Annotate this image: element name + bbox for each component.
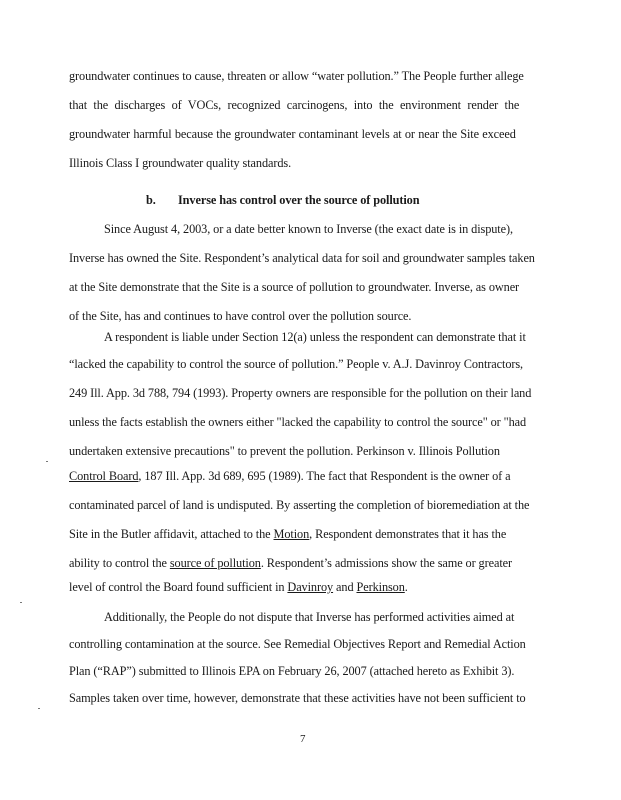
section-label: b. <box>146 193 156 207</box>
scan-speck <box>38 708 40 709</box>
line10-end: . <box>404 580 408 594</box>
paragraph2-line2: Inverse has owned the Site. Respondent’s analytical data for soil and groundwater samples taken <box>69 251 535 265</box>
paragraph2-line1: Since August 4, 2003, or a date better known to Inverse (the exact date is in dispute), <box>104 222 513 236</box>
paragraph1-line4: Illinois Class I groundwater quality standards. <box>69 156 292 170</box>
source-of-pollution-reference: source of pollution <box>169 556 261 570</box>
line9-text-pre: ability to control the <box>69 556 170 570</box>
paragraph3-line8 <box>69 527 506 541</box>
paragraph1-line2: that the discharges of VOCs, recognized carcinogens, into the environment render the <box>69 98 520 112</box>
paragraph2-line4: of the Site, has and continues to have control over the pollution source. <box>69 309 412 323</box>
case-perkinson: Perkinson <box>356 580 405 594</box>
paragraph1-line1: groundwater continues to cause, threaten or allow “water pollution.” The People further allege <box>69 69 524 83</box>
paragraph4-line3: Plan (“RAP”) submitted to Illinois EPA on February 26, 2007 (attached hereto as Exhibit 3). <box>69 664 515 678</box>
line8-text-pre: Site in the Butler affidavit, attached to the <box>69 527 274 541</box>
paragraph4-line4: Samples taken over time, however, demonstrate that these activities have not been sufficient to <box>69 691 526 705</box>
paragraph3-line3: 249 Ill. App. 3d 788, 794 (1993). Property owners are responsible for the pollution on their land <box>69 386 532 400</box>
line10-text-pre: level of control the Board found sufficient in <box>69 580 288 594</box>
case-davinroy: Davinroy <box>287 580 334 594</box>
paragraph3-line9 <box>69 556 512 570</box>
citation-text: , 187 Ill. App. 3d 689, 695 (1989). The fact that Respondent is the owner of a <box>138 469 511 483</box>
paragraph3-line10 <box>69 580 408 594</box>
page-number: 7 <box>300 733 306 745</box>
case-citation-control-board: Control Board <box>69 469 139 483</box>
section-title: Inverse has control over the source of pollution <box>178 193 420 207</box>
motion-reference: Motion <box>273 527 310 541</box>
paragraph3-line7: contaminated parcel of land is undisputed. By asserting the completion of bioremediation at the <box>69 498 530 512</box>
scan-speck <box>20 602 22 603</box>
paragraph3-line4: unless the facts establish the owners either "lacked the capability to control the source" or "had <box>69 415 527 429</box>
paragraph2-line3: at the Site demonstrate that the Site is a source of pollution to groundwater. Inverse, as owner <box>69 280 520 294</box>
paragraph3-line1: A respondent is liable under Section 12(a) unless the respondent can demonstrate that it <box>104 330 526 344</box>
line8-text-post: , Respondent demonstrates that it has the <box>309 527 507 541</box>
paragraph1-line3: groundwater harmful because the groundwater contaminant levels at or near the Site exceed <box>69 127 516 141</box>
paragraph3-line6 <box>69 469 511 483</box>
scan-speck <box>46 461 48 462</box>
line9-text-post: . Respondent’s admissions show the same or greater <box>260 556 512 570</box>
paragraph3-line5: undertaken extensive precautions" to prevent the pollution. Perkinson v. Illinois Pollution <box>69 444 500 458</box>
line10-and: and <box>333 580 357 594</box>
paragraph4-line2: controlling contamination at the source. See Remedial Objectives Report and Remedial Action <box>69 637 526 651</box>
paragraph3-line2: “lacked the capability to control the source of pollution.” People v. A.J. Davinroy Contractors, <box>69 357 524 371</box>
paragraph4-line1: Additionally, the People do not dispute that Inverse has performed activities aimed at <box>104 610 515 624</box>
